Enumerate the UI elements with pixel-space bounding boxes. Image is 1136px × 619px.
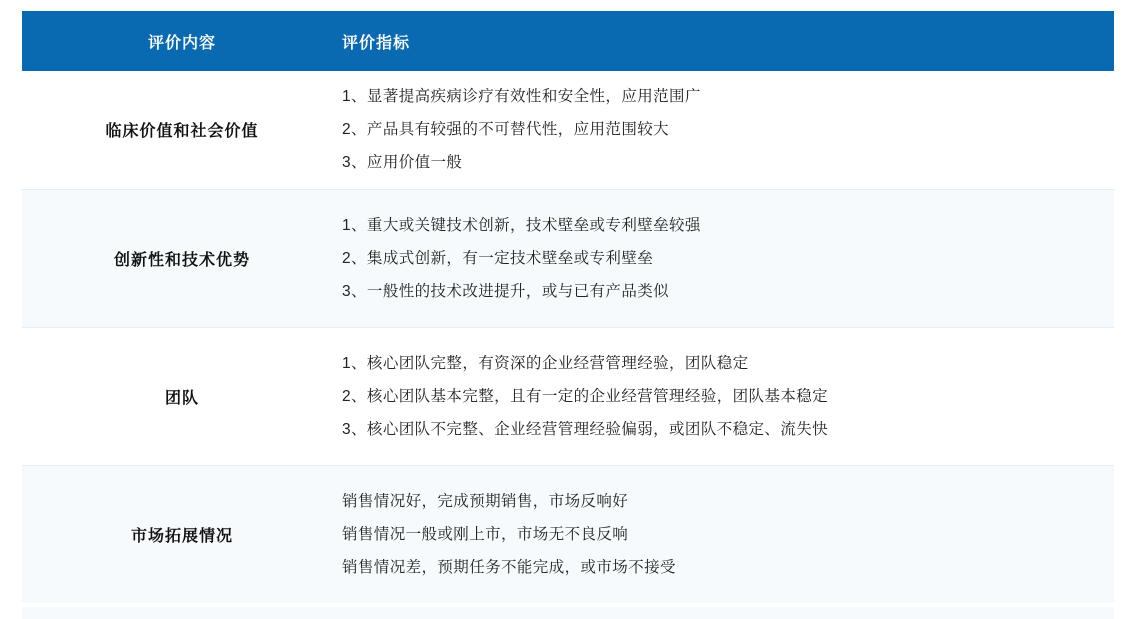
row-label-market: 市场拓展情况 [22, 465, 342, 603]
row-items-innovation [342, 189, 1114, 327]
list-item: 3、一般性的技术改进提升，或与已有产品类似 [342, 282, 670, 300]
table-body [22, 71, 1114, 603]
row-label-innovation: 创新性和技术优势 [22, 189, 342, 327]
table-header-row [22, 11, 1114, 71]
list-item: 销售情况好，完成预期销售，市场反响好 [342, 492, 629, 510]
list-item: 2、核心团队基本完整，且有一定的企业经营管理经验，团队基本稳定 [342, 387, 829, 405]
list-item: 销售情况差，预期任务不能完成，或市场不接受 [342, 558, 676, 576]
table-row [22, 327, 1114, 465]
list-item: 1、显著提高疾病诊疗有效性和安全性，应用范围广 [342, 88, 701, 106]
table-header [22, 11, 1114, 71]
row-label-team: 团队 [22, 327, 342, 465]
table-row [22, 189, 1114, 327]
list-item: 1、重大或关键技术创新，技术壁垒或专利壁垒较强 [342, 216, 701, 234]
list-item: 销售情况一般或刚上市，市场无不良反响 [342, 525, 629, 543]
column-header-content: 评价内容 [22, 11, 342, 71]
table-row [22, 465, 1114, 603]
list-item: 2、集成式创新，有一定技术壁垒或专利壁垒 [342, 249, 654, 267]
list-item: 3、应用价值一般 [342, 154, 463, 172]
column-header-index: 评价指标 [342, 11, 1114, 71]
table-row [22, 71, 1114, 189]
row-label-clinical-value: 临床价值和社会价值 [22, 71, 342, 189]
row-items-market [342, 465, 1114, 603]
evaluation-table [22, 11, 1114, 603]
evaluation-table-container [22, 11, 1114, 603]
list-item: 2、产品具有较强的不可替代性，应用范围较大 [342, 121, 670, 139]
row-items-team [342, 327, 1114, 465]
list-item: 3、核心团队不完整、企业经营管理经验偏弱，或团队不稳定、流失快 [342, 420, 829, 438]
list-item: 1、核心团队完整，有资深的企业经营管理经验，团队稳定 [342, 354, 749, 372]
table-bottom-padding [22, 607, 1114, 619]
row-items-clinical-value [342, 71, 1114, 189]
